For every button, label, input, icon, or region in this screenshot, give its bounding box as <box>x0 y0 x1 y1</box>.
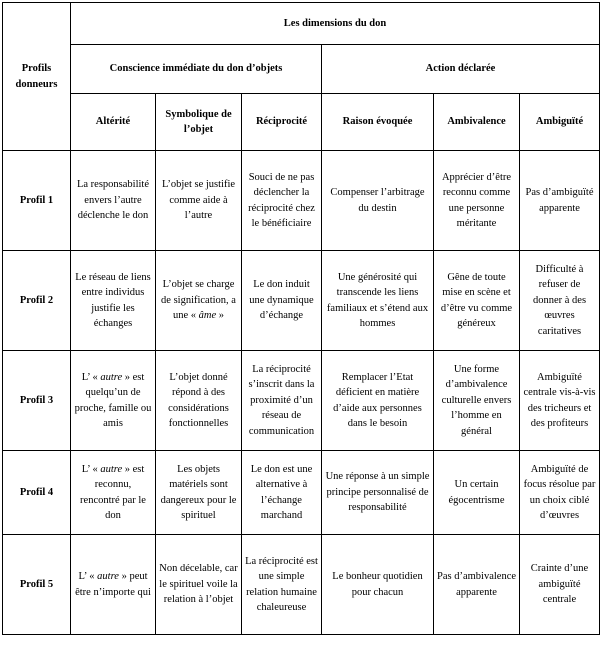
cell-text: L’ « <box>78 571 95 582</box>
cell-raison: Remplacer l’Etat déficient en matière d’aide aux personnes dans le besoin <box>322 351 434 451</box>
cell-ambivalence: Pas d’ambivalence apparente <box>434 535 520 635</box>
cell-text: L’ « <box>81 371 98 383</box>
cell-ambivalence: Une forme d’ambivalence culturelle envers l’homme en général <box>434 351 520 451</box>
profiles-table <box>2 2 600 635</box>
cell-ambiguite: Ambiguïté centrale vis-à-vis des tricheurs et des profiteurs <box>520 351 600 451</box>
cell-text: » peut être n’importe qui <box>75 571 151 598</box>
cell-reciprocite: Le don induit une dynamique d’échange <box>242 251 322 351</box>
header-alterite: Altérité <box>71 94 156 151</box>
header-dimensions: Les dimensions du don <box>71 3 600 45</box>
cell-emphasis: autre <box>100 463 123 475</box>
header-raison: Raison évoquée <box>322 94 434 151</box>
cell-ambivalence: Gêne de toute mise en scène et d’être vu comme généreux <box>434 251 520 351</box>
cell-ambiguite: Ambiguïté de focus résolue par un choix ciblé d’œuvres <box>520 451 600 535</box>
header-action: Action déclarée <box>322 45 600 94</box>
profil-label: Profil 3 <box>3 351 71 451</box>
header-symbolique: Symbolique de l’objet <box>156 94 242 151</box>
cell-reciprocite: Le don est une alternative à l’échange marchand <box>242 451 322 535</box>
cell-symbolique <box>156 251 242 351</box>
cell-alterite: Le réseau de liens entre individus justifie les échanges <box>71 251 156 351</box>
table-row <box>3 535 600 635</box>
cell-raison: Compenser l’arbitrage du destin <box>322 151 434 251</box>
cell-ambiguite: Pas d’ambiguïté apparente <box>520 151 600 251</box>
cell-reciprocite: La réciprocité s’inscrit dans la proximité d’un réseau de communication <box>242 351 322 451</box>
cell-alterite <box>71 351 156 451</box>
cell-emphasis: autre <box>100 371 123 383</box>
table-row <box>3 251 600 351</box>
cell-ambiguite: Difficulté à refuser de donner à des œuvres caritatives <box>520 251 600 351</box>
cell-raison: Une réponse à un simple principe personnalisé de responsabilité <box>322 451 434 535</box>
header-conscience: Conscience immédiate du don d’objets <box>71 45 322 94</box>
cell-text: » est reconnu, rencontré par le don <box>80 463 146 521</box>
cell-alterite: La responsabilité envers l’autre déclenche le don <box>71 151 156 251</box>
cell-emphasis: autre <box>97 571 119 582</box>
cell-emphasis: âme <box>198 310 217 322</box>
header-ambiguite: Ambiguïté <box>520 94 600 151</box>
cell-reciprocite: Souci de ne pas déclencher la réciprocité chez le bénéficiaire <box>242 151 322 251</box>
cell-alterite <box>71 451 156 535</box>
profil-label: Profil 1 <box>3 151 71 251</box>
cell-reciprocite: La réciprocité est une simple relation humaine chaleureuse <box>242 535 322 635</box>
cell-symbolique: L’objet donné répond à des considérations fonctionnelles <box>156 351 242 451</box>
cell-symbolique: L’objet se justifie comme aide à l’autre <box>156 151 242 251</box>
header-profils: Profils donneurs <box>3 3 71 151</box>
profil-label: Profil 5 <box>3 535 71 635</box>
cell-raison: Le bonheur quotidien pour chacun <box>322 535 434 635</box>
header-reciprocite: Réciprocité <box>242 94 322 151</box>
cell-text: L’ « <box>81 463 98 475</box>
cell-ambivalence: Apprécier d’être reconnu comme une personne méritante <box>434 151 520 251</box>
cell-raison: Une générosité qui transcende les liens familiaux et s’étend aux hommes <box>322 251 434 351</box>
cell-text: L’objet se charge de signification, a une « <box>161 279 236 322</box>
cell-alterite <box>71 535 156 635</box>
header-ambivalence: Ambivalence <box>434 94 520 151</box>
table-row <box>3 151 600 251</box>
cell-ambiguite: Crainte d’une ambiguïté centrale <box>520 535 600 635</box>
cell-ambivalence: Un certain égocentrisme <box>434 451 520 535</box>
table-row <box>3 351 600 451</box>
cell-text: » est quelqu’un de proche, famille ou amis <box>74 371 152 429</box>
profil-label: Profil 2 <box>3 251 71 351</box>
table-row <box>3 451 600 535</box>
cell-symbolique: Les objets matériels sont dangereux pour le spirituel <box>156 451 242 535</box>
cell-text: » <box>218 310 225 322</box>
cell-symbolique: Non décelable, car le spirituel voile la relation à l’objet <box>156 535 242 635</box>
profil-label: Profil 4 <box>3 451 71 535</box>
